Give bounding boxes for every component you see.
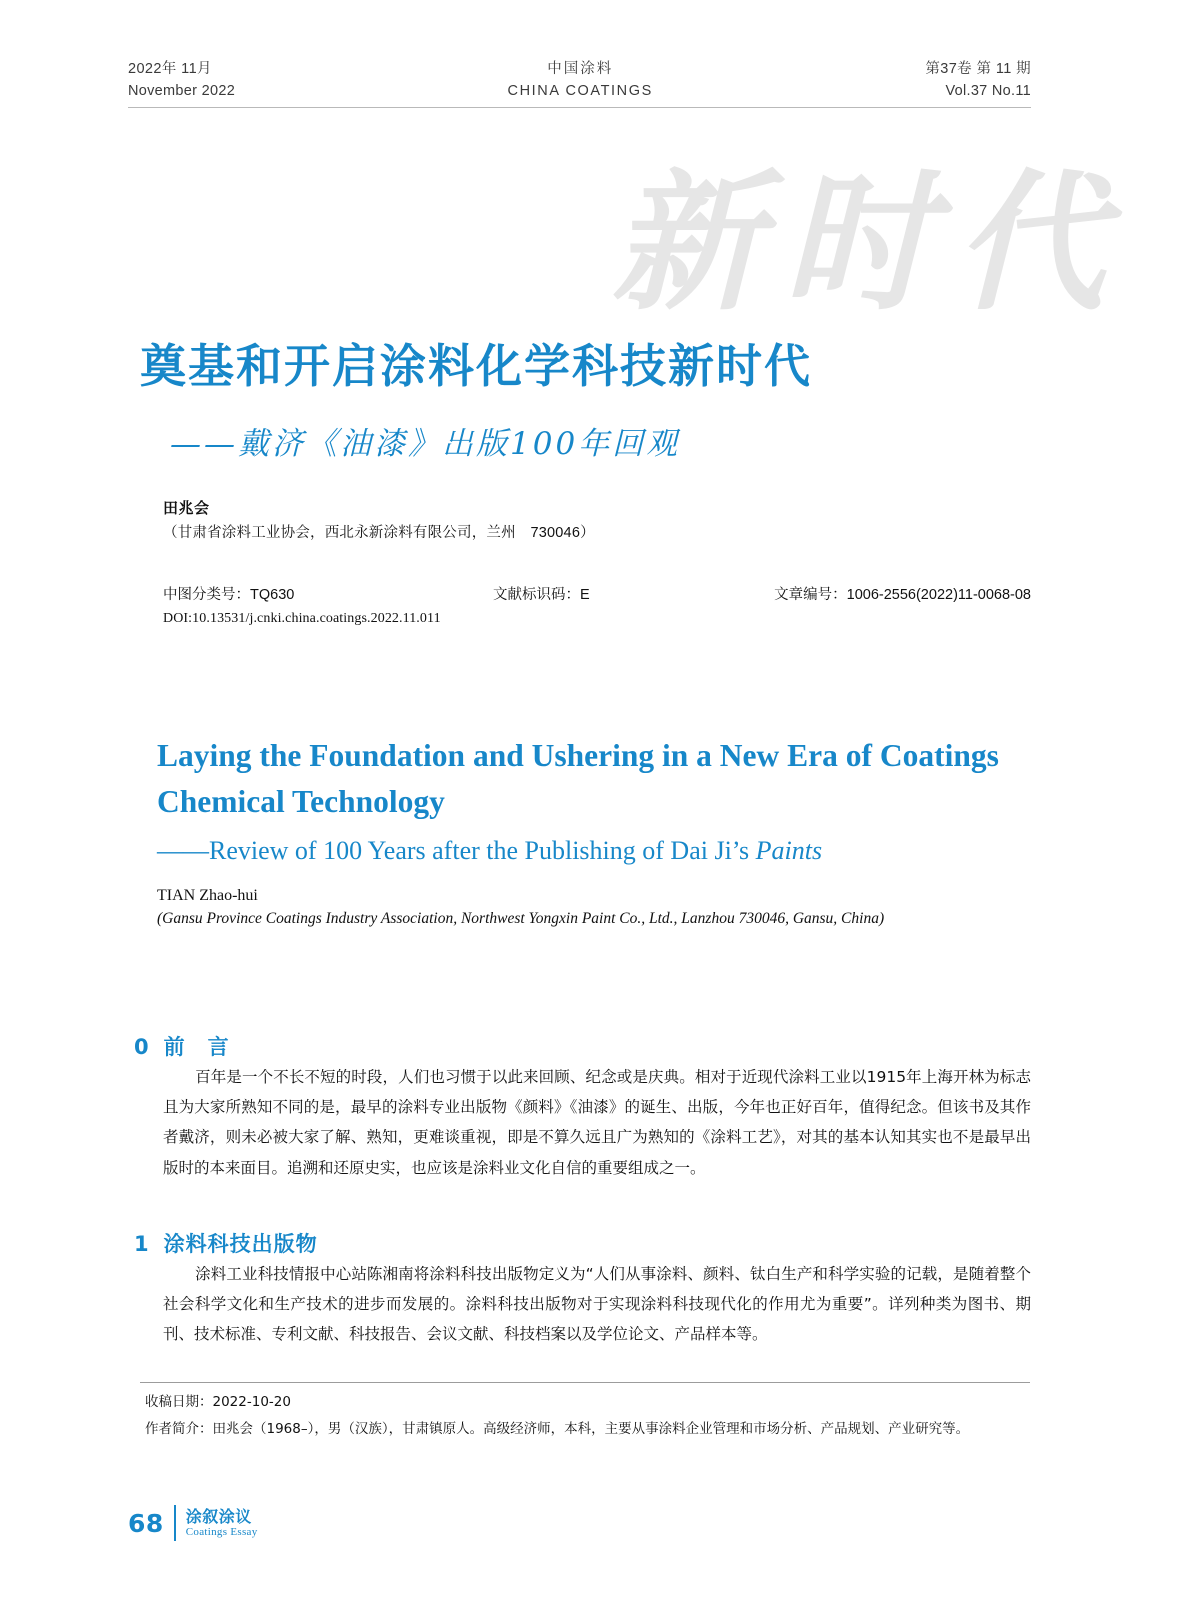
issue-date-cn: 2022年 11月 xyxy=(128,61,212,77)
page-title-en: Laying the Foundation and Ushering in a New Era of Coatings Chemical Technology xyxy=(157,738,999,819)
footnote-received-date: 收稿日期：2022-10-20 xyxy=(145,1394,291,1410)
doi: DOI:10.13531/j.cnki.china.coatings.2022.11.011 xyxy=(163,611,441,626)
author-affiliation-en: (Gansu Province Coatings Industry Association, Northwest Yongxin Paint Co., Ltd., Lanzhou 730046, Gansu, China) xyxy=(157,910,885,927)
section-paragraph-1 xyxy=(163,1259,1031,1350)
clc-number: 中图分类号：TQ630 xyxy=(163,587,295,603)
footer-divider-bar xyxy=(174,1505,176,1541)
author-affiliation-cn: （甘肃省涂料工业协会，西北永新涂料有限公司，兰州 730046） xyxy=(163,525,595,541)
running-head-right xyxy=(925,58,1031,103)
document-code: 文献标识码：E xyxy=(493,587,590,603)
running-head-left xyxy=(128,58,235,103)
section-title-1: 涂料科技出版物 xyxy=(163,1232,318,1256)
section-paragraph-0-text: 百年是一个不长不短的时段，人们也习惯于以此来回顾、纪念或是庆典。相对于近现代涂料工业以1915年上海开林为标志且为大家所熟知不同的是，最早的涂料专业出版物《颜料》《油漆》的诞生、出版，今年也正好百年，值得纪念。但该书及其作者戴济，则未必被大家了解、熟知，更难谈重视，即是不算久远且广为熟知的《涂料工艺》，对其的基本认知其实也不是最早出版时的本来面目。追溯和还原史实，也应该是涂料业文化自信的重要组成之一。 xyxy=(163,1068,1031,1177)
section-paragraph-0 xyxy=(163,1062,1031,1183)
page-subtitle-en-plain: ——Review of 100 Years after the Publishing of Dai Ji’s xyxy=(157,836,756,865)
section-paragraph-1-text: 涂料工业科技情报中心站陈湘南将涂料科技出版物定义为“人们从事涂料、颜料、钛白生产和科学实验的记载，是随着整个社会科学文化和生产技术的进步而发展的。涂料科技出版物对于实现涂料科技现代化的作用尤为重要”。详列种类为图书、期刊、技术标准、专利文献、科技报告、会议文献、科技档案以及学位论文、产品样本等。 xyxy=(163,1265,1031,1344)
page-subtitle-cn: ——戴济《油漆》出版100年回观 xyxy=(170,426,681,462)
volume-issue-cn: 第37卷 第 11 期 xyxy=(925,61,1031,77)
footer-column-en: Coatings Essay xyxy=(185,1526,258,1538)
article-id: 文章编号：1006-2556(2022)11-0068-08 xyxy=(774,587,1031,603)
footnote-author-bio: 作者简介：田兆会（1968–），男（汉族），甘肃镇原人。高级经济师，本科，主要从事涂料企业管理和市场分析、产品规划、产业研究等。 xyxy=(145,1421,970,1437)
section-heading-1 xyxy=(134,1228,318,1258)
journal-name-cn: 中国涂料 xyxy=(547,61,614,77)
decorative-watermark-text: 新时代 xyxy=(610,155,1127,331)
page-footer xyxy=(128,1505,258,1541)
page-subtitle-en-italic: Paints xyxy=(755,836,823,865)
running-head xyxy=(128,58,1031,108)
author-name-cn: 田兆会 xyxy=(163,500,210,517)
section-heading-0 xyxy=(134,1031,230,1061)
footnote-divider xyxy=(140,1382,1030,1383)
page-number: 68 xyxy=(128,1508,164,1538)
page-subtitle-en xyxy=(157,833,1027,869)
section-title-0: 前 言 xyxy=(163,1035,230,1059)
journal-name-en: CHINA COATINGS xyxy=(507,83,653,100)
page-title-cn: 奠基和开启涂料化学科技新时代 xyxy=(140,339,812,393)
footer-column-cn: 涂叙涂议 xyxy=(185,1506,252,1526)
section-number-0: 0 xyxy=(134,1035,150,1059)
section-number-1: 1 xyxy=(134,1232,150,1256)
volume-issue-en: Vol.37 No.11 xyxy=(945,83,1031,100)
footer-column-label xyxy=(186,1507,258,1539)
author-name-en: TIAN Zhao-hui xyxy=(157,887,258,904)
issue-date-en: November 2022 xyxy=(128,83,236,100)
running-head-center xyxy=(235,58,925,103)
